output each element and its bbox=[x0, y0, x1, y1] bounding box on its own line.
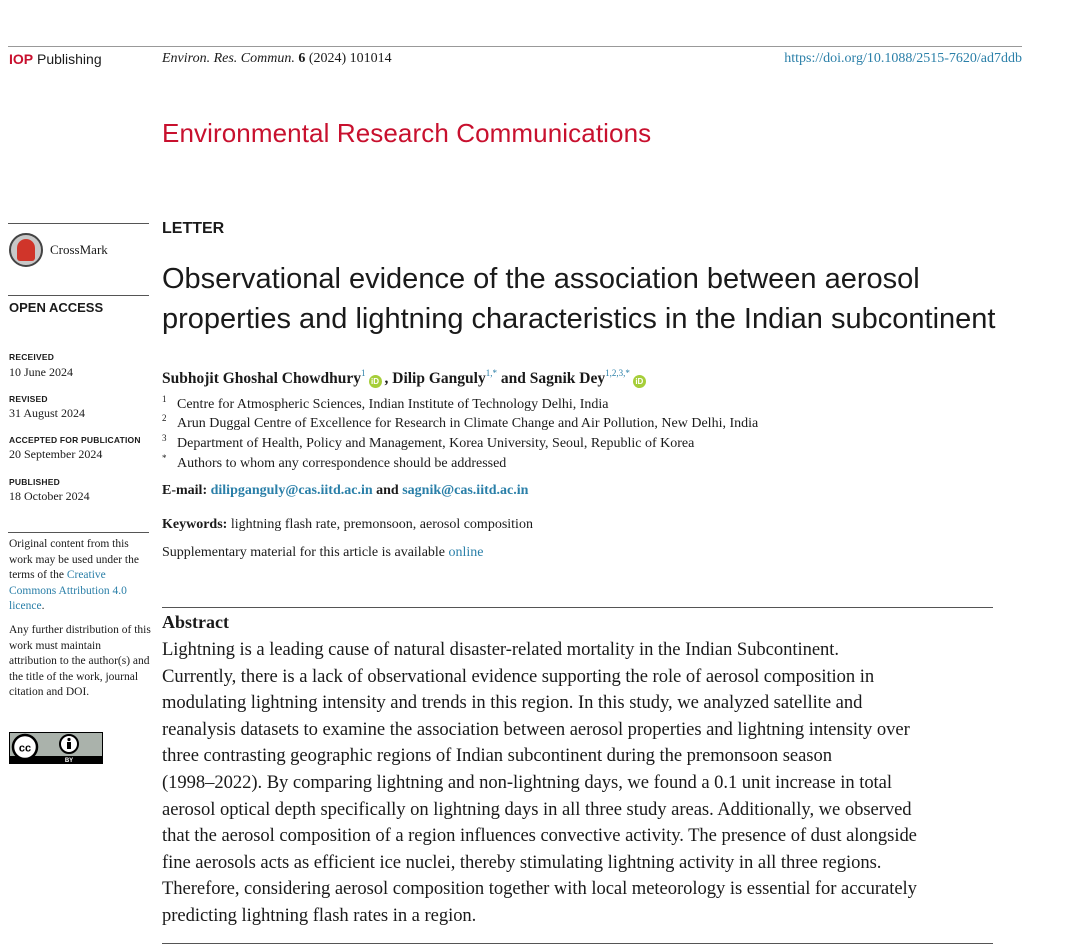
email-link[interactable]: sagnik@cas.iitd.ac.in bbox=[402, 483, 529, 498]
license-post: . bbox=[41, 600, 45, 612]
date-label-revised: REVISED bbox=[9, 394, 48, 404]
abstract-rule-top bbox=[162, 607, 993, 608]
title-line: properties and lightning characteristics in the Indian subcontinent bbox=[162, 303, 996, 335]
affiliation bbox=[162, 394, 609, 413]
affiliation-num: 3 bbox=[162, 433, 167, 443]
abstract-body bbox=[162, 637, 1042, 930]
abstract-line: that the aerosol composition of a region influences convective activity. The presence of dust alongside bbox=[162, 825, 917, 847]
publisher-word: Publishing bbox=[33, 51, 102, 67]
license-pre: Original content from this work may be used under the terms of the bbox=[9, 538, 139, 581]
abstract-line: aerosol optical depth specifically on lightning days in all three study areas. Additionally, we observed bbox=[162, 798, 912, 820]
title-line: Observational evidence of the association between aerosol bbox=[162, 263, 920, 295]
abstract-rule-bottom bbox=[162, 943, 993, 944]
sidebar-rule-oa bbox=[8, 295, 149, 296]
publisher-logo bbox=[9, 51, 102, 67]
abstract-line: three contrasting geographic regions of Indian subcontinent during the premonsoon season bbox=[162, 745, 832, 767]
author-affil-ref[interactable]: 1 bbox=[361, 368, 366, 378]
journal-title: Environmental Research Communications bbox=[162, 118, 652, 148]
abstract-line: reanalysis datasets to examine the association between aerosol properties and lightning intensity over bbox=[162, 718, 910, 740]
affiliation-text: Department of Health, Policy and Management, Korea University, Seoul, Republic of Korea bbox=[177, 436, 695, 451]
affiliation-text: Centre for Atmospheric Sciences, Indian Institute of Technology Delhi, India bbox=[177, 397, 609, 412]
abstract-line: modulating lightning intensity and trends in this region. In this study, we analyzed satellite and bbox=[162, 692, 863, 714]
supplementary-link[interactable]: online bbox=[448, 545, 484, 560]
supplementary-text: Supplementary material for this article is available bbox=[162, 545, 449, 560]
volume: 6 bbox=[298, 51, 306, 66]
email-link[interactable]: dilipganguly@cas.iitd.ac.in bbox=[210, 483, 373, 498]
doi-link[interactable]: https://doi.org/10.1088/2515-7620/ad7ddb bbox=[784, 51, 1022, 66]
affiliation bbox=[162, 453, 507, 472]
article-title bbox=[162, 259, 1042, 339]
date-revised: 31 August 2024 bbox=[9, 406, 86, 420]
svg-text:cc: cc bbox=[18, 742, 32, 755]
abstract-line: predicting lightning flash rates in a region. bbox=[162, 904, 477, 926]
open-access-label: OPEN ACCESS bbox=[9, 300, 104, 315]
author-list bbox=[162, 368, 649, 388]
orcid-icon[interactable]: iD bbox=[633, 375, 646, 388]
abstract-line: Therefore, considering aerosol composition together with local meteorology is essential for accurately bbox=[162, 878, 917, 900]
date-accepted: 20 September 2024 bbox=[9, 447, 103, 461]
email-and: and bbox=[372, 483, 403, 498]
date-received: 10 June 2024 bbox=[9, 365, 73, 379]
orcid-icon[interactable]: iD bbox=[369, 375, 382, 388]
supplementary-line bbox=[162, 545, 484, 561]
citation bbox=[162, 51, 392, 67]
abstract-heading: Abstract bbox=[162, 612, 229, 632]
publisher-brand: IOP bbox=[9, 51, 34, 67]
date-label-published: PUBLISHED bbox=[9, 477, 60, 487]
journal-abbrev: Environ. Res. Commun. bbox=[162, 51, 295, 66]
affiliation-text: Arun Duggal Centre of Excellence for Research in Climate Change and Air Pollution, New Delhi, India bbox=[177, 416, 759, 431]
author-affil-ref[interactable]: 1,2,3,* bbox=[605, 368, 630, 378]
date-label-received: RECEIVED bbox=[9, 352, 55, 362]
license-link[interactable]: Creative Commons Attribution 4.0 licence bbox=[9, 569, 127, 612]
affiliation bbox=[162, 433, 695, 452]
affiliation-num: 1 bbox=[162, 394, 167, 404]
license-text bbox=[9, 537, 151, 615]
year-article: (2024) 101014 bbox=[305, 51, 392, 66]
keywords-line bbox=[162, 517, 533, 533]
email-label: E-mail: bbox=[162, 483, 211, 498]
abstract-line: Lightning is a leading cause of natural disaster-related mortality in the Indian Subcontinent. bbox=[162, 639, 840, 660]
abstract-line: (1998–2022). By comparing lightning and non-lightning days, we found a 0.1 unit increase in total bbox=[162, 771, 892, 793]
keywords-text: lightning flash rate, premonsoon, aerosol composition bbox=[227, 517, 533, 532]
abstract-line: Currently, there is a lack of observational evidence supporting the role of aerosol composition in bbox=[162, 665, 875, 687]
author-name: Subhojit Ghoshal Chowdhury bbox=[162, 370, 361, 387]
distribution-text: Any further distribution of this work must maintain attribution to the author(s) and the title of the work, journal citation and DOI. bbox=[9, 624, 151, 698]
sidebar-rule-top bbox=[8, 223, 149, 224]
abstract-line: fine aerosols acts as efficient ice nuclei, thereby stimulating lightning activity in all three regions. bbox=[162, 851, 882, 873]
article-type: LETTER bbox=[162, 220, 225, 237]
author-name: , Dilip Ganguly bbox=[384, 370, 486, 387]
date-published: 18 October 2024 bbox=[9, 489, 90, 503]
cc-by-text: BY bbox=[64, 758, 74, 764]
affiliation-num: * bbox=[162, 453, 167, 463]
date-label-accepted: ACCEPTED FOR PUBLICATION bbox=[9, 435, 141, 445]
crossmark-label: CrossMark bbox=[50, 242, 108, 257]
author-affil-ref[interactable]: 1,* bbox=[485, 368, 497, 378]
affiliation-num: 2 bbox=[162, 413, 167, 423]
keywords-label: Keywords: bbox=[162, 517, 228, 532]
author-name: and Sagnik Dey bbox=[496, 370, 606, 387]
affiliation bbox=[162, 413, 759, 432]
header-rule bbox=[8, 46, 1022, 47]
email-line bbox=[162, 483, 528, 499]
cc-by-badge[interactable] bbox=[9, 732, 103, 764]
crossmark-button[interactable] bbox=[9, 230, 108, 270]
sidebar-rule-license bbox=[8, 532, 149, 533]
crossmark-icon bbox=[9, 233, 43, 267]
affiliation-text: Authors to whom any correspondence should be addressed bbox=[177, 456, 507, 471]
